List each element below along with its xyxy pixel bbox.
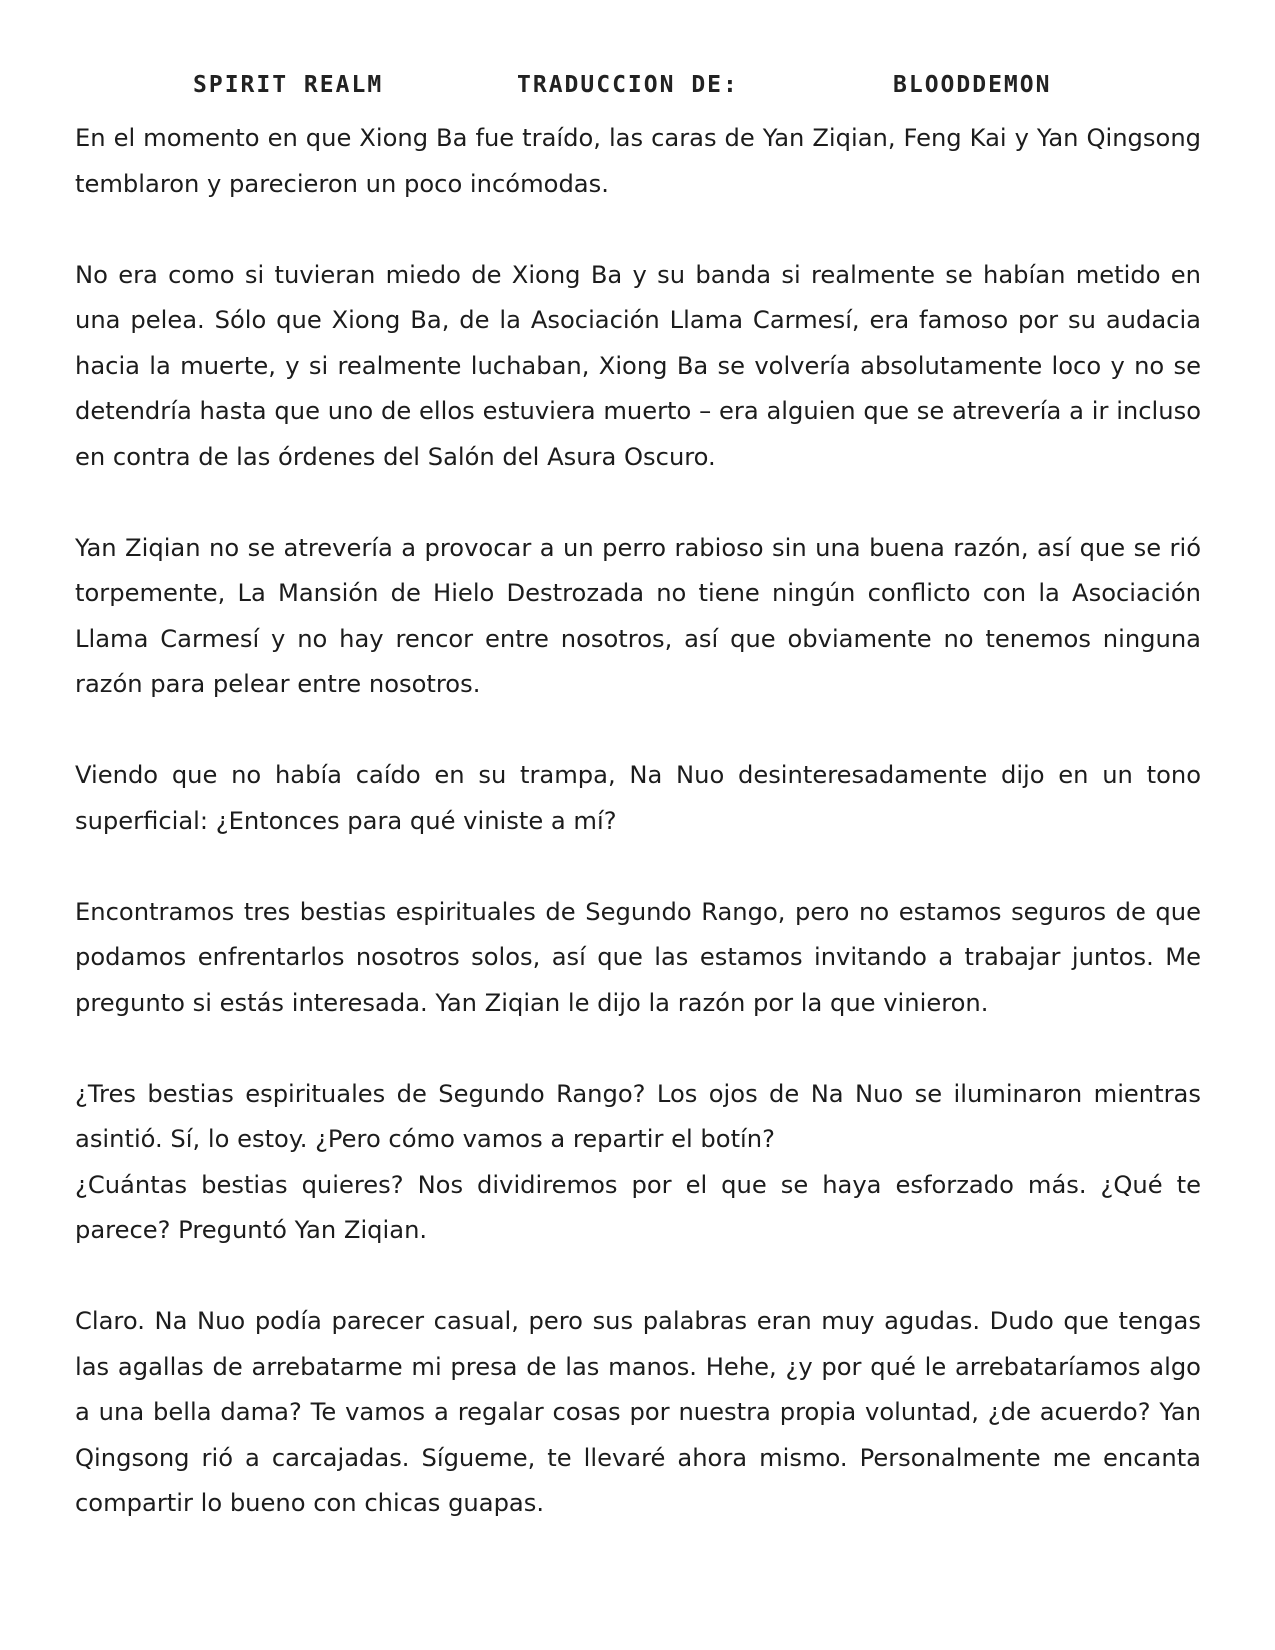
paragraph: ¿Tres bestias espirituales de Segundo Rango? Los ojos de Na Nuo se iluminaron mientras asintió. Sí, lo estoy. ¿Pero cómo vamos a repartir el botín? [75,1079,1201,1153]
paragraph: ¿Cuántas bestias quieres? Nos dividiremos por el que se haya esforzado más. ¿Qué te parece? Preguntó Yan Ziqian. [75,1170,1201,1244]
header-translation-label: TRADUCCION DE: [517,72,739,98]
document-body [75,116,1201,1572]
paragraph: En el momento en que Xiong Ba fue traído, las caras de Yan Ziqian, Feng Kai y Yan Qingsong temblaron y parecieron un poco incómodas. [75,124,1201,198]
header-series-title: SPIRIT REALM [193,72,384,98]
page-header [0,72,1275,112]
paragraph: Claro. Na Nuo podía parecer casual, pero sus palabras eran muy agudas. Dudo que tengas las agallas de arrebatarme mi presa de las manos. Hehe, ¿y por qué le arrebataríamos algo a una bella dama? Te vamos a regalar cosas por nuestra propia voluntad, ¿de acuerdo? Yan Qingsong rió a carcajadas. Sígueme, te llevaré ahora mismo. Personalmente me encanta compartir lo bueno con chicas guapas. [75,1307,1201,1517]
paragraph: Encontramos tres bestias espirituales de Segundo Rango, pero no estamos seguros de que podamos enfrentarlos nosotros solos, así que las estamos invitando a trabajar juntos. Me pregunto si estás interesada. Yan Ziqian le dijo la razón por la que vinieron. [75,897,1201,1017]
paragraph: No era como si tuvieran miedo de Xiong Ba y su banda si realmente se habían metido en una pelea. Sólo que Xiong Ba, de la Asociación Llama Carmesí, era famoso por su audacia hacia la muerte, y si realmente luchaban, Xiong Ba se volvería absolutamente loco y no se detendría hasta que uno de ellos estuviera muerto – era alguien que se atrevería a ir incluso en contra de las órdenes del Salón del Asura Oscuro. [75,260,1201,471]
header-translator-name: BLOODDEMON [893,72,1052,98]
paragraph: Viendo que no había caído en su trampa, Na Nuo desinteresadamente dijo en un tono superficial: ¿Entonces para qué viniste a mí? [75,761,1201,835]
paragraph: Yan Ziqian no se atrevería a provocar a un perro rabioso sin una buena razón, así que se rió torpemente, La Mansión de Hielo Destrozada no tiene ningún conflicto con la Asociación Llama Carmesí y no hay rencor entre nosotros, así que obviamente no tenemos ninguna razón para pelear entre nosotros. [75,533,1201,698]
